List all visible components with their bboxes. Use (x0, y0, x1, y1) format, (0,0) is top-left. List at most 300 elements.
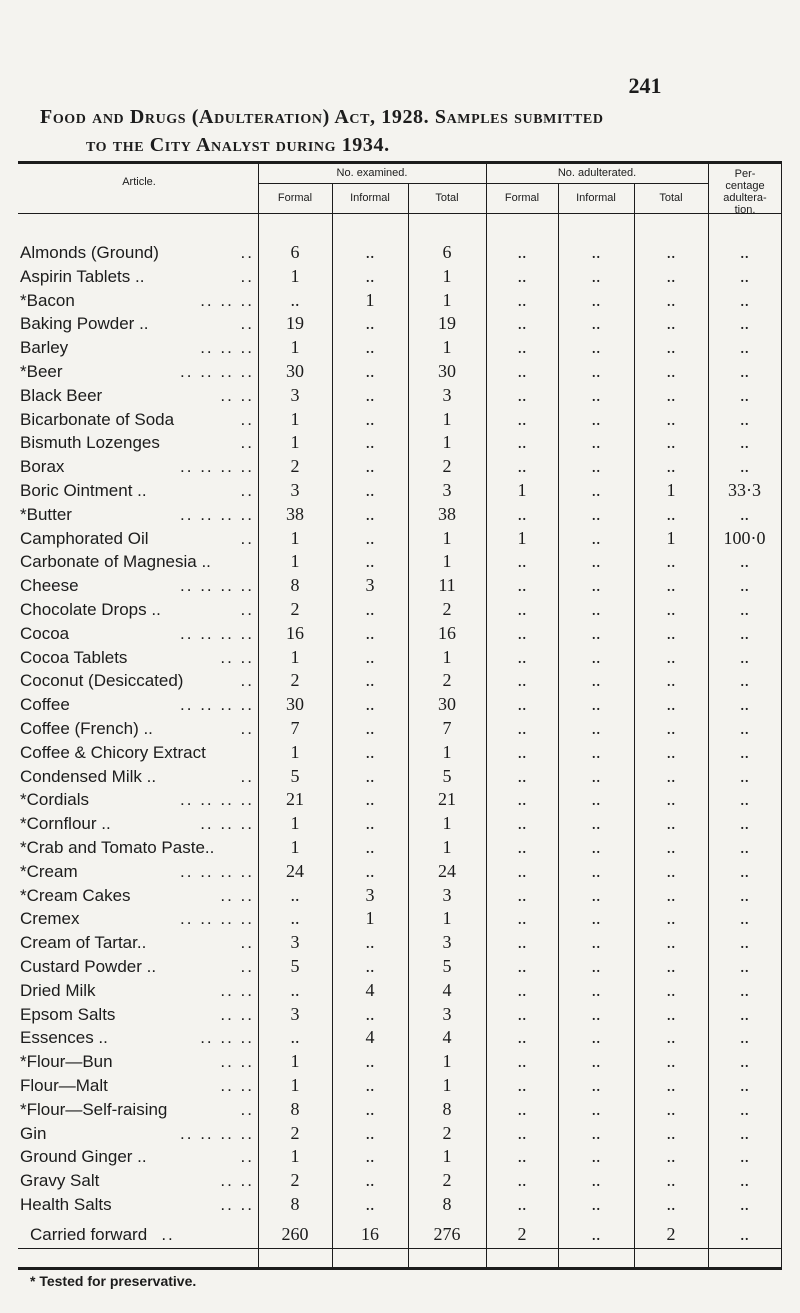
carried-ex-total: 276 (433, 1224, 461, 1244)
table-row (0, 978, 800, 1003)
header-adulterated-total: Total (659, 192, 683, 204)
cell-ex-formal: 1 (290, 551, 300, 572)
cell-ex-total: 24 (438, 860, 456, 881)
cell-ad-formal: .. (517, 313, 527, 334)
cell-ex-total: 2 (442, 599, 452, 619)
cell-ad-total: .. (666, 289, 676, 310)
cell-article: Boric Ointment .. .. (20, 481, 254, 500)
cell-article: Borax .. .. .. .. (20, 457, 254, 477)
cell-ex-informal: .. (365, 646, 375, 667)
cell-ad-formal: .. (517, 551, 527, 572)
cell-ad-total: .. (666, 456, 676, 477)
cell-ad-formal: .. (517, 670, 527, 691)
bottom-rule (18, 1267, 782, 1270)
cell-ex-informal: .. (365, 1098, 375, 1119)
cell-article: Cocoa .. .. .. .. (20, 623, 254, 643)
cell-ex-informal: .. (365, 1170, 375, 1191)
cell-ad-formal: .. (517, 337, 527, 358)
cell-ad-informal: .. (591, 1146, 601, 1167)
cell-ad-total: .. (666, 1051, 676, 1072)
cell-ex-formal: 3 (290, 932, 300, 953)
cell-ex-informal: .. (365, 337, 375, 358)
header-bottom-rule (18, 213, 782, 214)
cell-ex-informal: .. (365, 1051, 375, 1072)
cell-ad-informal: .. (591, 1122, 601, 1143)
cell-article: Barley .. .. .. (20, 338, 254, 358)
cell-ad-informal: .. (591, 956, 601, 976)
table-row (0, 1144, 800, 1169)
cell-percentage: .. (740, 313, 749, 334)
cell-ex-informal: .. (365, 765, 375, 786)
cell-ad-formal: .. (517, 932, 527, 953)
cell-article: *Cream .. .. .. .. (20, 861, 254, 881)
cell-ad-informal: .. (591, 694, 601, 715)
cell-ad-informal: .. (591, 979, 601, 1000)
cell-ex-formal: .. (290, 908, 300, 929)
cell-article: *Cornflour .. .. .. .. (20, 814, 254, 834)
table-row (0, 1097, 800, 1122)
cell-ad-informal: .. (591, 265, 601, 286)
cell-article: Ground Ginger .. .. (20, 1147, 254, 1167)
cell-ex-informal: .. (365, 1003, 375, 1024)
cell-article: Flour—Malt .. .. (20, 1076, 254, 1095)
cell-article: Almonds (Ground) .. (20, 243, 254, 262)
cell-ex-total: 1 (442, 1075, 452, 1095)
cell-ex-formal: 1 (290, 1051, 300, 1072)
cell-article: Cheese .. .. .. .. (20, 576, 254, 596)
header-percentage: Per-centage adultera-tion. (723, 168, 767, 216)
cell-article: Cream of Tartar.. .. (20, 933, 254, 953)
cell-ex-total: 2 (442, 670, 452, 691)
table-row (0, 1049, 800, 1074)
cell-ex-formal: 21 (286, 789, 304, 810)
table-row (0, 811, 800, 836)
cell-ad-informal: .. (591, 837, 601, 857)
cell-ad-informal: .. (591, 622, 601, 643)
cell-ex-formal: 1 (290, 432, 300, 453)
cell-ex-total: 8 (442, 1098, 452, 1119)
cell-ad-formal: .. (517, 694, 527, 715)
cell-percentage: .. (740, 432, 749, 453)
cell-ad-total: .. (666, 1003, 676, 1024)
cell-ad-total: .. (666, 551, 676, 572)
table-row (0, 716, 800, 741)
table-row (0, 288, 800, 313)
table-row (0, 264, 800, 289)
cell-ex-total: 7 (442, 718, 452, 738)
carried-ex-informal: 16 (361, 1224, 379, 1244)
carried-rule (18, 1248, 782, 1249)
cell-ad-total: .. (666, 860, 676, 881)
cell-ad-informal: .. (591, 1027, 601, 1048)
cell-ad-total: .. (666, 622, 676, 643)
table-row (0, 383, 800, 408)
table-row (0, 1121, 800, 1146)
cell-ex-formal: 3 (290, 1003, 300, 1024)
cell-ad-formal: .. (517, 765, 527, 786)
cell-article: Baking Powder .. .. (20, 314, 254, 334)
cell-ex-informal: 4 (365, 979, 375, 1000)
cell-ad-total: .. (666, 670, 676, 691)
cell-ex-informal: .. (365, 361, 375, 381)
cell-ad-total: .. (666, 932, 676, 953)
cell-ex-formal: .. (290, 289, 300, 310)
table-row (0, 335, 800, 360)
cell-ad-total: .. (666, 1146, 676, 1167)
cell-article: Bismuth Lozenges .. (20, 433, 254, 453)
cell-ad-informal: .. (591, 908, 601, 929)
header-examined-total: Total (435, 192, 459, 204)
cell-ad-informal: .. (591, 1170, 601, 1191)
cell-ex-total: 19 (438, 313, 456, 334)
page-number: 241 (628, 73, 662, 98)
cell-ex-formal: 1 (290, 1075, 300, 1095)
cell-ad-total: 1 (666, 480, 676, 500)
cell-ex-total: 5 (442, 956, 452, 976)
cell-ex-total: 4 (442, 1027, 452, 1048)
cell-ad-total: .. (666, 646, 676, 667)
cell-ad-total: .. (666, 1098, 676, 1119)
table-row (0, 573, 800, 598)
carried-ad-formal: 2 (517, 1224, 527, 1244)
cell-article: *Cordials .. .. .. .. (20, 790, 254, 810)
table-row (0, 692, 800, 717)
cell-ad-total: .. (666, 432, 676, 453)
cell-percentage: .. (740, 361, 749, 381)
cell-percentage: .. (740, 599, 749, 619)
cell-ex-informal: .. (365, 527, 375, 548)
cell-ex-total: 21 (438, 789, 456, 810)
cell-ex-total: 3 (442, 884, 452, 905)
table-row (0, 645, 800, 670)
cell-ex-formal: 6 (290, 242, 300, 262)
cell-ex-total: 16 (438, 622, 456, 643)
cell-ad-formal: .. (517, 813, 527, 834)
cell-article: *Flour—Bun .. .. (20, 1052, 254, 1072)
cell-ex-informal: .. (365, 860, 375, 881)
cell-article: Black Beer .. .. (20, 385, 254, 405)
cell-ex-informal: .. (365, 718, 375, 738)
cell-ad-informal: .. (591, 289, 601, 310)
cell-ex-formal: 2 (290, 670, 300, 691)
cell-ex-informal: .. (365, 1194, 375, 1214)
title-line-2: to the City Analyst during 1934. (86, 134, 390, 156)
cell-ex-informal: .. (365, 456, 375, 477)
cell-ad-formal: .. (517, 361, 527, 381)
carried-label: Carried forward .. (30, 1225, 175, 1244)
cell-percentage: .. (740, 1027, 749, 1048)
cell-ex-formal: .. (290, 884, 300, 905)
cell-percentage: .. (740, 956, 749, 976)
cell-ad-total: .. (666, 242, 676, 262)
cell-article: Custard Powder .. .. (20, 957, 254, 976)
cell-ad-total: .. (666, 575, 676, 596)
cell-ad-formal: .. (517, 741, 527, 762)
table-row (0, 764, 800, 789)
cell-ad-informal: .. (591, 1194, 601, 1214)
cell-article: Chocolate Drops .. .. (20, 600, 254, 619)
cell-article: Cocoa Tablets .. .. (20, 647, 254, 667)
cell-ad-total: .. (666, 908, 676, 929)
header-adulterated-formal: Formal (504, 192, 540, 204)
title-line-1: Food and Drugs (Adulteration) Act, 1928. Samples submitted (40, 106, 604, 128)
cell-ad-informal: .. (591, 670, 601, 691)
cell-ex-formal: 30 (286, 361, 304, 381)
cell-percentage: .. (740, 718, 749, 738)
cell-ad-informal: .. (591, 932, 601, 953)
cell-percentage: .. (740, 646, 749, 667)
table-row (0, 549, 800, 574)
cell-ex-formal: 3 (290, 384, 300, 405)
cell-ex-informal: .. (365, 599, 375, 619)
table-row (0, 526, 800, 551)
cell-percentage: .. (740, 1098, 749, 1119)
cell-ad-formal: .. (517, 622, 527, 643)
cell-ex-formal: 1 (290, 1146, 300, 1167)
cell-percentage: 100·0 (723, 527, 766, 548)
table-row (0, 430, 800, 455)
table-row (0, 407, 800, 432)
cell-ad-formal: .. (517, 718, 527, 738)
cell-ex-total: 1 (442, 432, 452, 453)
table-row (0, 668, 800, 693)
cell-ad-informal: .. (591, 599, 601, 619)
cell-percentage: .. (740, 979, 749, 1000)
cell-ex-informal: 1 (365, 289, 375, 310)
cell-ex-formal: 24 (286, 860, 304, 881)
cell-percentage: .. (740, 265, 749, 286)
cell-article: Bicarbonate of Soda .. (20, 409, 254, 429)
cell-ex-total: 2 (442, 1170, 452, 1191)
cell-percentage: .. (740, 1051, 749, 1072)
carried-forward-row (0, 1222, 800, 1247)
cell-ex-formal: 1 (290, 527, 300, 548)
cell-ad-formal: .. (517, 575, 527, 596)
table-row (0, 835, 800, 860)
cell-ex-formal: 5 (290, 956, 300, 976)
cell-article: Condensed Milk .. .. (20, 766, 254, 786)
cell-ex-total: 6 (442, 242, 452, 262)
table-row (0, 740, 800, 765)
cell-ad-formal: .. (517, 384, 527, 405)
cell-ex-total: 2 (442, 456, 452, 477)
cell-ex-informal: .. (365, 789, 375, 810)
top-rule (18, 161, 782, 164)
cell-ad-informal: .. (591, 242, 601, 262)
cell-ad-informal: .. (591, 575, 601, 596)
cell-ad-informal: .. (591, 765, 601, 786)
cell-percentage: .. (740, 1146, 749, 1167)
cell-percentage: .. (740, 337, 749, 358)
cell-percentage: .. (740, 622, 749, 643)
cell-article: *Cream Cakes .. .. (20, 885, 254, 905)
cell-percentage: .. (740, 575, 749, 596)
cell-ad-formal: 1 (517, 480, 527, 500)
cell-ex-informal: .. (365, 1075, 375, 1095)
cell-ex-formal: .. (290, 1027, 300, 1048)
header-article: Article. (122, 176, 156, 188)
cell-ad-formal: .. (517, 1170, 527, 1191)
cell-article: *Butter .. .. .. .. (20, 504, 254, 524)
cell-ad-informal: .. (591, 337, 601, 358)
cell-ad-total: .. (666, 837, 676, 857)
cell-article: *Flour—Self-raising .. (20, 1099, 254, 1119)
cell-article: Aspirin Tablets .. .. (20, 266, 254, 286)
cell-ad-formal: .. (517, 789, 527, 810)
cell-ex-formal: 1 (290, 813, 300, 834)
cell-ad-informal: .. (591, 527, 601, 548)
cell-ad-total: .. (666, 1122, 676, 1143)
cell-ad-formal: .. (517, 1051, 527, 1072)
cell-percentage: .. (740, 765, 749, 786)
cell-ex-informal: .. (365, 480, 375, 500)
header-examined: No. examined. (336, 167, 408, 179)
carried-percentage: .. (740, 1224, 749, 1244)
cell-ad-informal: .. (591, 813, 601, 834)
table-row (0, 311, 800, 336)
cell-ad-informal: .. (591, 1003, 601, 1024)
cell-ad-informal: .. (591, 718, 601, 738)
cell-ex-formal: 38 (286, 503, 304, 524)
cell-ex-total: 1 (442, 408, 452, 429)
cell-ex-informal: .. (365, 1146, 375, 1167)
cell-ex-informal: .. (365, 1122, 375, 1143)
cell-ad-formal: .. (517, 503, 527, 524)
cell-ad-informal: .. (591, 884, 601, 905)
cell-ex-informal: 1 (365, 908, 375, 929)
cell-ad-formal: .. (517, 1098, 527, 1119)
cell-ex-formal: .. (290, 979, 300, 1000)
cell-ad-informal: .. (591, 456, 601, 477)
cell-ex-informal: 3 (365, 884, 375, 905)
cell-percentage: .. (740, 884, 749, 905)
cell-article: *Crab and Tomato Paste.. (20, 838, 215, 857)
cell-ex-formal: 1 (290, 408, 300, 429)
cell-ex-formal: 1 (290, 837, 300, 857)
cell-ad-informal: .. (591, 860, 601, 881)
cell-ad-total: .. (666, 1027, 676, 1048)
cell-ad-total: .. (666, 956, 676, 976)
cell-ad-total: .. (666, 765, 676, 786)
table-row (0, 454, 800, 479)
cell-ad-total: .. (666, 384, 676, 405)
cell-ex-total: 1 (442, 646, 452, 667)
header-adulterated: No. adulterated. (557, 167, 637, 179)
cell-ex-informal: .. (365, 932, 375, 953)
cell-ex-informal: .. (365, 432, 375, 453)
cell-percentage: .. (740, 1194, 749, 1214)
cell-ex-informal: .. (365, 313, 375, 334)
carried-ad-total: 2 (666, 1224, 676, 1244)
cell-ex-total: 2 (442, 1122, 452, 1143)
table-row (0, 859, 800, 884)
header-adulterated-informal: Informal (576, 192, 616, 204)
cell-ex-formal: 2 (290, 1170, 300, 1191)
table-row (0, 1168, 800, 1193)
cell-ad-total: .. (666, 599, 676, 619)
cell-ad-formal: .. (517, 956, 527, 976)
cell-percentage: .. (740, 789, 749, 810)
cell-ad-informal: .. (591, 432, 601, 453)
table-row (0, 954, 800, 979)
cell-ex-formal: 30 (286, 694, 304, 715)
cell-article: Coffee & Chicory Extract (20, 742, 206, 762)
cell-ex-informal: 4 (365, 1027, 375, 1048)
cell-ad-formal: .. (517, 599, 527, 619)
cell-percentage: .. (740, 813, 749, 834)
cell-ex-total: 1 (442, 527, 452, 548)
cell-ex-informal: 3 (365, 575, 375, 596)
cell-article: Health Salts .. .. (20, 1195, 254, 1214)
cell-percentage: 33·3 (728, 480, 761, 500)
cell-article: Cremex .. .. .. .. (20, 909, 254, 929)
cell-percentage: .. (740, 242, 749, 262)
cell-ad-formal: .. (517, 860, 527, 881)
cell-ad-formal: .. (517, 884, 527, 905)
cell-ex-total: 1 (442, 908, 452, 929)
header-subrule-examined (258, 183, 486, 184)
table-row (0, 597, 800, 622)
cell-ex-total: 1 (442, 1051, 452, 1072)
cell-percentage: .. (740, 408, 749, 429)
cell-article: Carbonate of Magnesia .. (20, 552, 211, 572)
cell-ex-total: 30 (438, 361, 456, 381)
table-row (0, 787, 800, 812)
cell-ex-total: 1 (442, 337, 452, 358)
cell-ex-total: 1 (442, 265, 452, 286)
cell-ad-total: .. (666, 884, 676, 905)
cell-ex-total: 30 (438, 694, 456, 715)
carried-ad-informal: .. (591, 1224, 601, 1244)
cell-ad-formal: .. (517, 646, 527, 667)
table-row (0, 930, 800, 955)
cell-ad-formal: .. (517, 837, 527, 857)
carried-ex-formal: 260 (281, 1224, 309, 1244)
cell-ex-total: 1 (442, 837, 452, 857)
cell-ad-total: .. (666, 408, 676, 429)
cell-ex-formal: 2 (290, 599, 300, 619)
cell-ad-total: .. (666, 1075, 676, 1095)
cell-ad-total: .. (666, 979, 676, 1000)
cell-ad-informal: .. (591, 1051, 601, 1072)
cell-ad-formal: .. (517, 456, 527, 477)
cell-ad-informal: .. (591, 503, 601, 524)
cell-ex-total: 11 (438, 575, 456, 596)
table-row (0, 906, 800, 931)
cell-percentage: .. (740, 694, 749, 715)
cell-article: Coffee .. .. .. .. (20, 695, 254, 715)
cell-ad-formal: .. (517, 1122, 527, 1143)
cell-ad-total: .. (666, 694, 676, 715)
cell-ex-informal: .. (365, 670, 375, 691)
cell-percentage: .. (740, 289, 749, 310)
cell-ad-total: .. (666, 741, 676, 762)
cell-article: Coconut (Desiccated) .. (20, 671, 254, 691)
cell-ex-formal: 8 (290, 1098, 300, 1119)
cell-ad-informal: .. (591, 313, 601, 334)
footnote: * Tested for preservative. (30, 1273, 197, 1289)
cell-percentage: .. (740, 551, 749, 572)
cell-percentage: .. (740, 1122, 749, 1143)
cell-ex-total: 4 (442, 979, 452, 1000)
cell-ex-formal: 2 (290, 456, 300, 477)
table-row (0, 1025, 800, 1050)
cell-ex-informal: .. (365, 837, 375, 857)
cell-ex-formal: 8 (290, 575, 300, 596)
table-row (0, 1073, 800, 1098)
cell-percentage: .. (740, 1170, 749, 1191)
cell-percentage: .. (740, 908, 749, 929)
